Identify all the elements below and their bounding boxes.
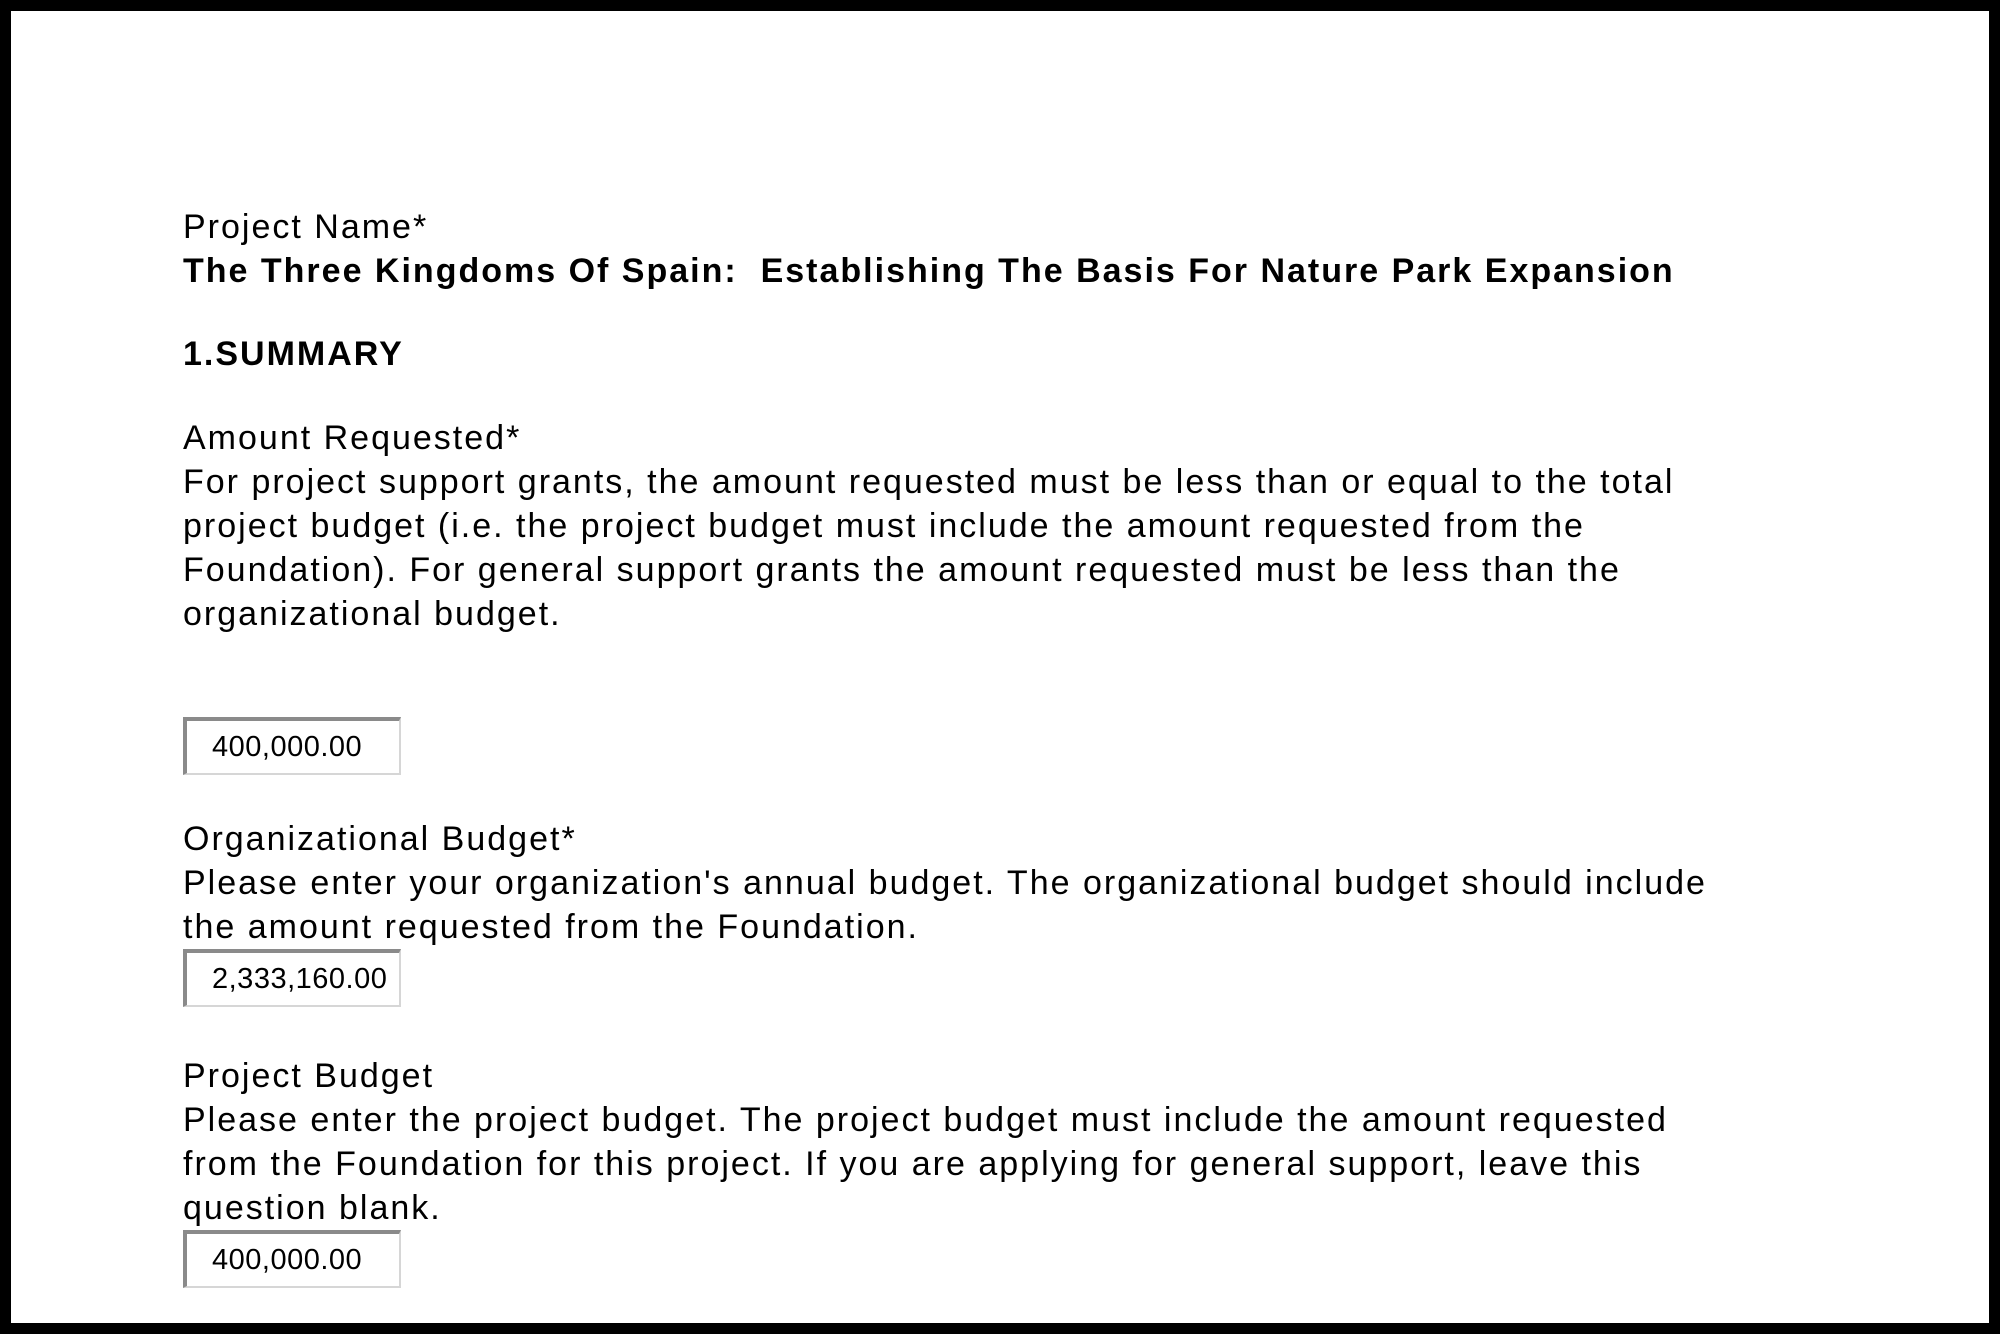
summary-section-heading: 1.SUMMARY (183, 335, 404, 373)
organizational-budget-description: Please enter your organization's annual budget. The organizational budget should include the amount requested from the Foundation. (183, 864, 1707, 946)
project-budget-label: Project Budget (183, 1057, 435, 1095)
project-name-label: Project Name* (183, 208, 429, 246)
organizational-budget-block (183, 817, 1718, 949)
amount-requested-block (183, 416, 1718, 636)
project-name-value: The Three Kingdoms Of Spain: Establishing The Basis For Nature Park Expansion (183, 252, 1675, 290)
amount-requested-description: For project support grants, the amount requested must be less than or equal to the total project budget (i.e. the project budget must include the amount requested from the Foundation). For general support grants the amount requested must be less than the organizational budget. (183, 463, 1675, 633)
organizational-budget-input[interactable] (183, 949, 401, 1007)
organizational-budget-label: Organizational Budget* (183, 820, 577, 858)
form-content (11, 11, 1989, 1323)
amount-requested-label: Amount Requested* (183, 419, 522, 457)
project-name-block (183, 205, 1718, 293)
project-budget-input[interactable] (183, 1230, 401, 1288)
project-budget-block (183, 1054, 1718, 1230)
amount-requested-input[interactable] (183, 717, 401, 775)
project-budget-description: Please enter the project budget. The project budget must include the amount requested from the Foundation for this project. If you are applying for general support, leave this question blank. (183, 1101, 1668, 1227)
